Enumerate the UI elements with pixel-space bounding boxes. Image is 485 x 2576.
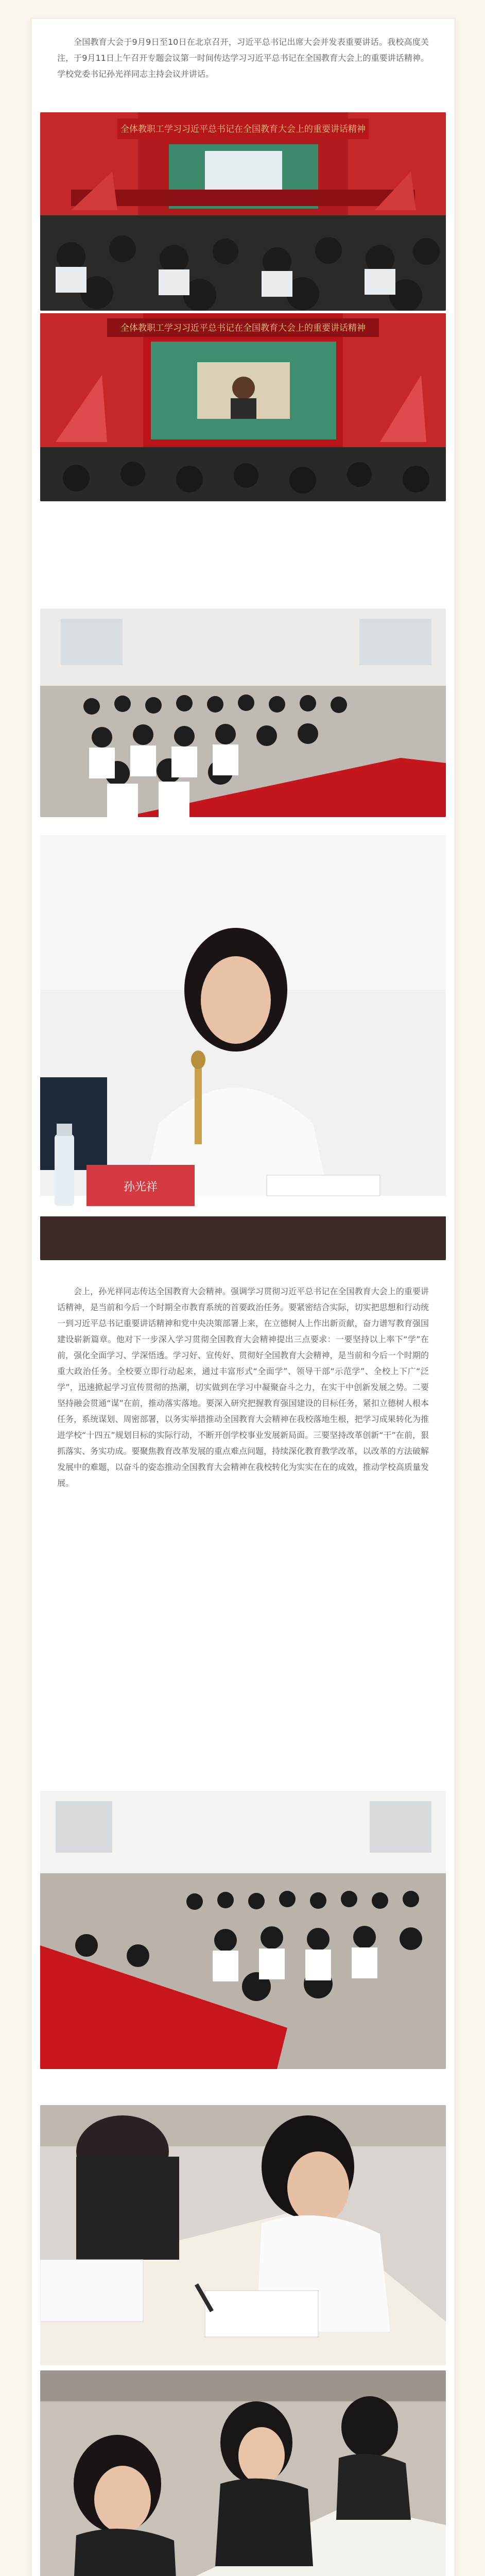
banner-text-1: 全体教职工学习习近平总书记在全国教育大会上的重要讲话精神 [120, 124, 366, 134]
photo-stage-screen [40, 313, 446, 501]
photo-speaker [40, 835, 446, 1260]
photo-note-taking [40, 2105, 446, 2365]
intro-paragraph: 全国教育大会于9月9日至10日在北京召开，习近平总书记出席大会并发表重要讲话。我校高度关注，于9月11日上午召开专题会议第一时间传达学习习近平总书记在全国教育大会上的重要讲话精神。学校党委书记孙光祥同志主持会议并讲话。 [57, 37, 429, 79]
photo-audience-front [40, 608, 446, 817]
banner-text-2: 全体教职工学习习近平总书记在全国教育大会上的重要讲话精神 [120, 323, 366, 333]
body-paragraph: 会上，孙光祥同志传达全国教育大会精神。强调学习贯彻习近平总书记在全国教育大会上的重要讲话精神，是当前和今后一个时期全市教育系统的首要政治任务。要紧密结合实际，切实把思想和行动统一到习近平总书记重要讲话精神和党中央决策部署上来，在立德树人上作出新贡献，奋力谱写教育强国建设崭新篇章。他对下一步深入学习贯彻全国教育大会精神提出三点要求：一要坚持以上率下“学”在前，强化全面学习、学深悟透。学习好、宣传好、贯彻好全国教育大会精神，是当前和今后一个时期的重大政治任务。全校要立即行动起来，通过丰富形式“全面学”、领导干部“示范学”、全校上下广“泛学”，迅速掀起学习宣传贯彻的热潮，切实做到在学习中凝聚奋斗之力，在实干中创新发展之势。二要坚持融会贯通“谋”在前，推动落实落地。要深入研究把握教育强国建设的目标任务，紧扣立德树人根本任务，系统谋划、周密部署，以务实举措推动全国教育大会精神在我校落地生根，把学习成果转化为推进学校“十四五”规划目标的实际行动，不断开创学校事业发展新局面。三要坚持改革创新“干”在前，狠抓落实、务实功成。要聚焦教育改革发展的重点难点问题，持续深化教育教学改革，以改革的方法破解发展中的难题，以奋斗的姿态推动全国教育大会精神在我校转化为实实在在的成效，推动学校高质量发展。 [57, 1286, 429, 1488]
article-card [31, 18, 455, 2576]
photo-attendees-table [40, 2370, 446, 2576]
photo-auditorium-wide [40, 112, 446, 311]
speaker-nameplate: 孙光祥 [123, 1181, 158, 1194]
photo-meeting-rows [40, 1791, 446, 2069]
